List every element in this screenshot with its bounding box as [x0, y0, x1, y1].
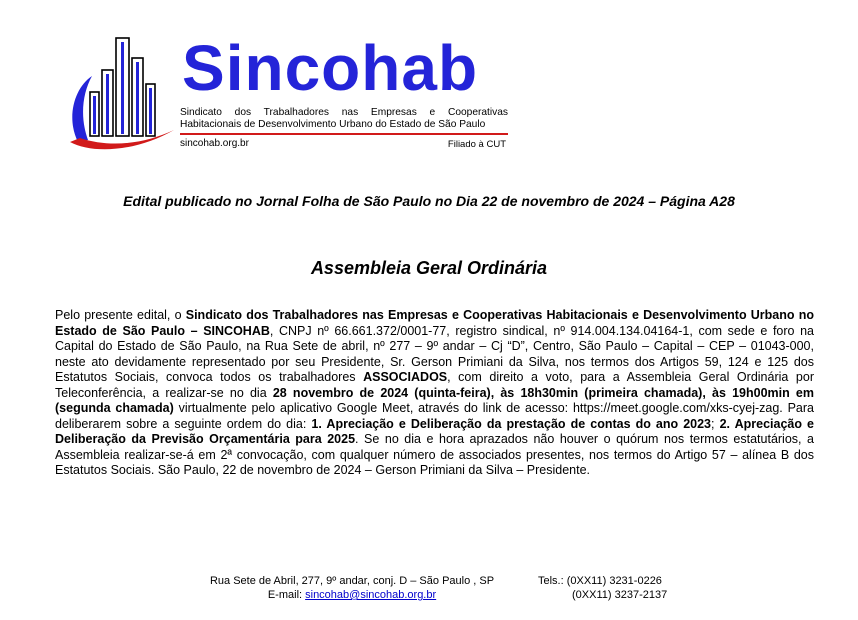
body-text-segment: virtualmente pelo aplicativo Google Meet, através do link de acesso: https://meet.google.com/xks-cyej-zag. Para deliberarem sobre a seguinte ordem do dia: — [55, 401, 814, 431]
edital-publication-title: Edital publicado no Jornal Folha de São Paulo no Dia 22 de novembro de 2024 – Página A28 — [123, 193, 735, 209]
body-text-segment: ; — [711, 416, 720, 431]
footer-email-line — [192, 588, 512, 602]
footer-email-label: E-mail: — [267, 589, 306, 601]
body-bold-segment: Sindicato dos Trabalhadores nas Empresas e Cooperativas Habitacionais e Desenvolvimento Urbano no Estado de São Paulo – SINCOHAB — [55, 308, 814, 338]
body-text-segment: , CNPJ nº 66.661.372/0001-77, registro sindical, nº 914.004.134.04164-1, com sede e foro na Capital do Estado de São Paulo, na Rua Sete de abril, nº 277 – 9º andar – Cj “D”, Centro, São Paulo – Capital – CEP – 01043-000, neste ato devidamente representado por seu Presidente, Sr. Gerson Primiani da Silva, nos termos dos Artigos 59, 124 e 125 dos Estatutos Sociais, convoca todos os trabalhadores — [55, 323, 814, 384]
footer-address-block — [192, 574, 512, 602]
footer-email-link[interactable]: sincohab@sincohab.org.br — [305, 589, 437, 601]
brand-description-line1: Sindicato dos Trabalhadores nas Empresas e Cooperativas — [180, 107, 508, 118]
edital-body-text — [55, 308, 814, 479]
brand-website: sincohab.org.br — [180, 138, 249, 149]
brand-red-rule — [180, 133, 508, 135]
brand-affiliation: Filiado à CUT — [447, 139, 506, 150]
body-text-segment: Pelo presente edital, o — [55, 308, 186, 322]
body-bold-segment: 28 novembro de 2024 (quinta-feira), às 18h30min (primeira chamada), às 19h00min em (segunda chamada) — [55, 385, 814, 415]
footer-phones — [538, 574, 667, 602]
footer-address: Rua Sete de Abril, 277, 9º andar, conj. D – São Paulo , SP — [209, 575, 495, 587]
document-title: Assembleia Geral Ordinária — [310, 258, 548, 278]
brand-description — [180, 107, 508, 131]
body-text-segment: , com direito a voto, para a Assembleia Geral Ordinária por Teleconferência, a realizar-se no dia — [55, 370, 814, 400]
footer-phone-2: (0XX11) 3237-2137 — [572, 589, 668, 601]
sincohab-logo-icon — [66, 30, 178, 154]
body-bold-segment: ASSOCIADOS — [363, 370, 448, 384]
brand-description-line2: Habitacionais de Desenvolvimento Urbano do Estado de São Paulo — [180, 119, 486, 130]
footer-phone-1: Tels.: (0XX11) 3231-0226 — [538, 575, 662, 587]
body-text-segment: . Se no dia e hora aprazados não houver o quórum nos termos estatutários, a Assembleia realizar-se-á em 2ª convocação, com qualquer número de associados presentes, nos termos do Artigo 57 – alínea B dos Estatutos Sociais. São Paulo, 22 de novembro de 2024 – Gerson Primiani da Silva – Presidente. — [55, 432, 814, 477]
brand-name: Sincohab — [182, 32, 479, 104]
agenda-item-1: 1. Apreciação e Deliberação da prestação de contas do ano 2023 — [311, 416, 712, 431]
agenda-item-2: 2. Apreciação e Deliberação da Previsão Orçamentária para 2025 — [55, 416, 814, 446]
